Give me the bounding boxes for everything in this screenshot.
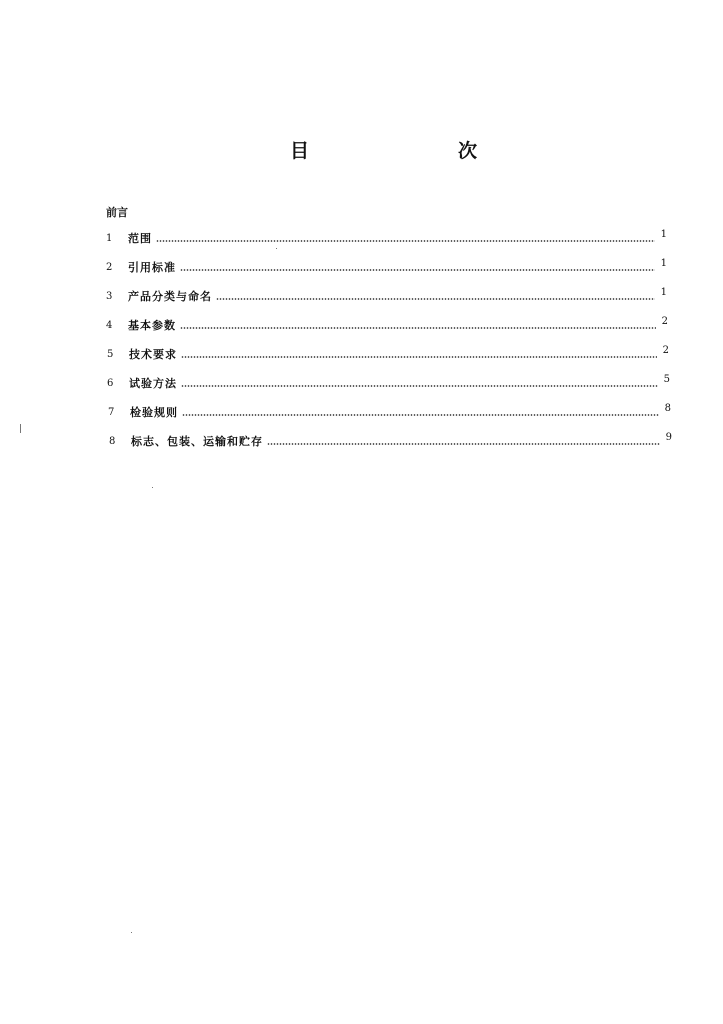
toc-entry-page: 1 bbox=[660, 258, 667, 269]
toc-entry-number: 3 bbox=[106, 291, 113, 302]
toc-entry-title: 基本参数 bbox=[128, 319, 176, 332]
toc-entry-page: 9 bbox=[665, 432, 672, 443]
toc-leader-dots bbox=[156, 240, 655, 242]
toc-title-char-2: 次 bbox=[458, 140, 478, 162]
toc-entry-number: 6 bbox=[107, 378, 114, 389]
toc-entry bbox=[107, 345, 669, 362]
toc-leader-dots bbox=[267, 443, 660, 445]
toc-entry-title: 标志、包装、运输和贮存 bbox=[131, 435, 263, 448]
toc-entry-page: 5 bbox=[663, 374, 670, 385]
toc-leader-dots bbox=[180, 269, 655, 271]
toc-entry-title: 范围 bbox=[128, 232, 152, 245]
toc-entry bbox=[109, 432, 672, 449]
toc-entry-page: 2 bbox=[661, 316, 668, 327]
scan-artifact bbox=[152, 487, 153, 488]
toc-preface: 前言 bbox=[106, 206, 128, 219]
toc-entry-page: 1 bbox=[660, 229, 667, 240]
toc-entry-number: 4 bbox=[106, 320, 113, 331]
toc-entry-number: 1 bbox=[106, 233, 113, 244]
scan-artifact bbox=[131, 932, 132, 933]
toc-entry bbox=[106, 258, 667, 275]
scan-artifact bbox=[276, 248, 277, 249]
toc-entry-number: 7 bbox=[108, 407, 115, 418]
toc-entry bbox=[106, 316, 668, 333]
scan-artifact bbox=[20, 424, 21, 433]
toc-leader-dots bbox=[216, 298, 655, 300]
toc-entry-page: 2 bbox=[662, 345, 669, 356]
toc-leader-dots bbox=[181, 385, 658, 387]
toc-entry-page: 8 bbox=[664, 403, 671, 414]
toc-leader-dots bbox=[181, 356, 657, 358]
toc-entry-number: 8 bbox=[109, 436, 116, 447]
toc-entry-title: 检验规则 bbox=[130, 406, 178, 419]
toc-entry bbox=[106, 287, 667, 304]
toc-entry-page: 1 bbox=[660, 287, 667, 298]
toc-leader-dots bbox=[182, 414, 659, 416]
toc-entry-number: 5 bbox=[107, 349, 114, 360]
toc-entry bbox=[108, 403, 671, 420]
toc-entry bbox=[107, 374, 670, 391]
toc-title-char-1: 目 bbox=[290, 140, 310, 162]
toc-leader-dots bbox=[180, 327, 656, 329]
toc-entry-title: 引用标准 bbox=[128, 261, 176, 274]
toc-entry bbox=[106, 229, 667, 246]
toc-entry-title: 技术要求 bbox=[129, 348, 177, 361]
toc-entry-title: 产品分类与命名 bbox=[128, 290, 212, 303]
toc-entry-title: 试验方法 bbox=[129, 377, 177, 390]
toc-entry-number: 2 bbox=[106, 262, 113, 273]
